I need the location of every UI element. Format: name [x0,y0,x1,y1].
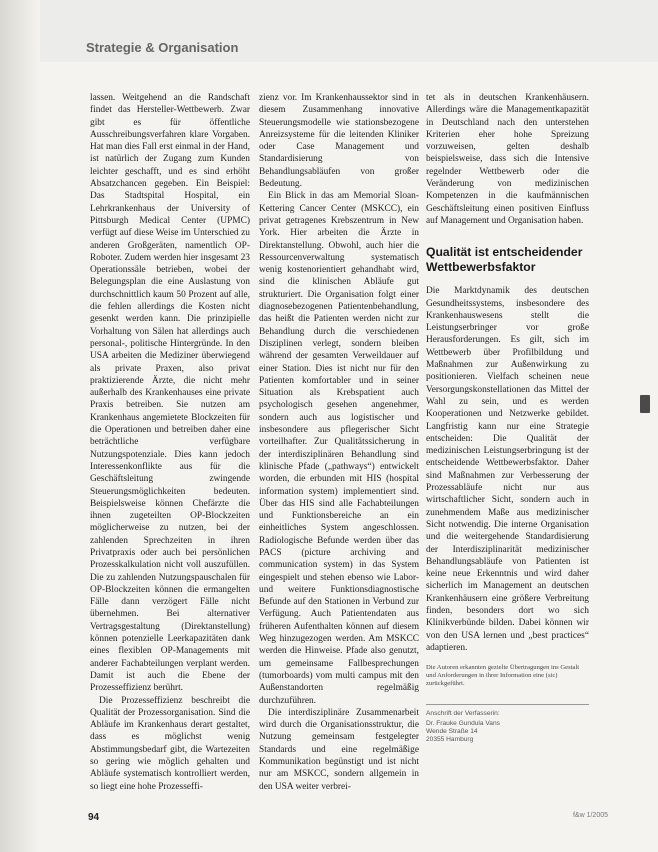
paragraph: Die Marktdynamik des deutschen Gesundheitssystems, insbesondere des Krankenhauswesens stellt die Leistungserbringer vor große Herausforderungen. Es gilt, sich im Wettbewerb über Profilbildung und Maßnahmen zur Außenwirkung zu positionieren. Vielfach scheinen neue Versorgungskonstellationen das Mittel der Wahl zu sein, und es werden Kooperationen und Netzwerke gebildet. Langfristig kann nur eine Strategie entscheiden: Die Qualität der medizinischen Leistungserbringung ist der entscheidende Wettbewerbsfaktor. Daher sind Maßnahmen zur Verbesserung der Prozessabläufe nicht nur aus wirtschaftlicher Sicht, sondern auch in zunehmendem Maße aus medizinischer Sicht notwendig. Die interne Organisation und die weitergehende Standardisierung der Interdisziplinarität medizinischer Behandlungsabläufe von Patienten ist keine neue Erkenntnis und wird daher sicherlich im Management an deutschen Krankenhäusern eine größere Verbreitung finden, besonders dort wo sich Klinikverbünde bilden. Dabei können wir von den USA lernen und „best practices“ adaptieren. [426,286,589,653]
contact-line: Dr. Frauke Gundula Vans [426,720,500,728]
margin-marker [640,395,650,413]
contact-heading: Anschrift der Verfasserin: [426,710,500,718]
contact-line: Wende Straße 14 [426,728,478,736]
paragraph: Die interdisziplinäre Zusammenarbeit wird durch die Organisationsstruktur, die Nutzung gemeinsam festgelegter Standards und eine regelmäßige Kommunikation begünstigt und ist nicht nur am MSKCC, sondern allgemein in den USA weiter verbrei- [259,707,419,792]
author-contact-box [426,704,589,744]
section-title: Strategie & Organisation [86,40,239,55]
text-column-3 [426,92,589,744]
paragraph: Die Prozesseffizienz beschreibt die Qualität der Prozessorganisation. Sind die Abläufe im Krankenhaus derart gestaltet, dass es möglichst wenig Abstimmungsbedarf gibt, die Wartezeiten so gering wie möglich gehalten und Abläufe systematisch kontrolliert werden, so liegt eine hohe Prozesseffi- [90,695,250,792]
paragraph: Ein Blick in das am Memorial Sloan-Kettering Cancer Center (MSKCC), ein privat getragenes Krebszentrum in New York. Hier arbeiten die Ärzte in Direktanstellung. Obwohl, auch hier die Ressourcenverwaltung systematisch wenig kostenorientiert gehandhabt wird, sind die klinischen Abläufe gut strukturiert. Die Organisation folgt einer diagnosebezogenen Patientenbehandlung, das heißt die Patienten werden nicht zur Behandlung durch die verschiedenen Disziplinen verlegt, sondern bleiben während der gesamten Verweildauer auf einer Station. Dies ist nicht nur für den Patienten komfortabler und in seiner Situation als Krebspatient auch psychologisch gesehen angenehmer, sondern auch aus logistischer und insbesondere aus pflegerischer Sicht vorteilhafter. Zur Qualitätssicherung in der interdisziplinären Behandlung sind klinische Pfade („pathways“) entwickelt worden, die erbunden mit HIS (hospital information system) implementiert sind. Über das HIS sind alle Fachabteilungen und Funktionsbereiche an ein einheitliches System angeschlossen. Radiologische Befunde werden über das PACS (picture archiving and communication system) in das System eingespielt und stehen ebenso wie Labor- und weitere Funktionsdiagnostische Befunde auf den Stationen in Verbund zur Verfügung. Auch Patientendaten aus früheren Aufenthalten können auf diesem Weg hinzugezogen werden. Am MSKCC werden die Hinweise. Pfade also genutzt, um gemeinsame Fallbesprechungen (tumorboards) vom multi campus mit den Außenstandorten regelmäßig durchzuführen. [259,191,419,706]
page-edge-shadow [0,0,40,852]
issue-label: f&w 1/2005 [572,812,608,819]
page-number: 94 [88,812,100,823]
paragraph: tet als in deutschen Krankenhäusern. Allerdings wäre die Managementkapazität in Deutschland nach den unterstehen Kriterien eher hohe Spreizung vorzuweisen, gelten deshalb beispielsweise, dass sich die Intensive regelnder Wettbewerb oder die Veränderung von medizinischen Kompetenzen in die kaufmännischen Geschäftsleitung einen positiven Einfluss auf Management und Organisation haben. [426,93,589,226]
paragraph: zienz vor. Im Krankenhaussektor sind in diesem Zusammenhang innovative Steuerungsmodelle wie stationsbezogene Anreizsysteme für die leitenden Kliniker oder Case Management und Standardisierung von Behandlungsabläufen von großer Bedeutung. [259,93,419,190]
contact-line: 20355 Hamburg [426,736,474,744]
footnote: Die Autoren erkannten gezielte Übertragungen ins Gestalt und Anforderungen in ihrer Information eine (sic) zurückgeführt. [426,664,580,688]
text-column-2 [259,92,419,793]
text-column-1 [90,92,250,793]
subheading: Qualität ist entscheidender Wettbewerbsfaktor [426,245,583,275]
paragraph: lassen. Weitgehend an die Randschaft findet das Hersteller-Wettbewerb. Zwar gibt es für öffentliche Ausschreibungsverfahren klare Vorgaben. Hat man dies Fall erst einmal in der Hand, ist natürlich der Zugang zum Kunden leichter geschafft, und es sind erhöht Absatzchancen gegeben. Ein Beispiel: Das Stadtspital Hospital, ein Lehrkrankenhaus der University of Pittsburgh Medical Center (UPMC) verfügt auf diese Weise im Unterschied zu anderen Großgeräten, namentlich OP-Roboter. Zudem werden hier insgesamt 23 Operationssäle betrieben, wobei der Belegungsplan die eine Auslastung von durchschnittlich kaum 50 Prozent auf alle, die fehlen allerdings die Kosten nicht gesenkt werden kann. Die prinzipielle Vorhaltung von Sälen hat allerdings auch personal-, politische Hintergründe. In den USA arbeiten die Mediziner überwiegend als private Praxen, also privat praktizierende Ärzte, die nicht mehr außerhalb des Krankenhauses eine private Praxis betreiben. Sie nutzen am Krankenhaus angemietete Blockzeiten für die Operationen und betreiben daher eine beträchtliche verfügbare Nutzungspotenziale. Dies kann jedoch Interessenkonflikte aus für die Geschäftsleitung zwingende Steuerungsmöglichkeiten bedeuten. Beispielsweise können Chefärzte die ihnen zugeteilten OP-Blockzeiten möglicherweise zu nutzen, bei der zahlenden Sprechzeiten in ihren Privatpraxis oder auch bei persönlichen Prozesskalkulation nicht voll auszufüllen. Die zu zahlenden Nutzungspauschalen für OP-Blockzeiten können die ermangelten Fälle dann verzögert Fälle nicht übernehmen. Bei alternativer Vertragsgestaltung (Direktanstellung) können potenzielle Leerkapazitäten dank eines flexiblen OP-Managements mit anderer Fachabteilungen verplant werden. Damit ist auch die Ebene der Prozesseffizienz berührt. [90,93,250,694]
